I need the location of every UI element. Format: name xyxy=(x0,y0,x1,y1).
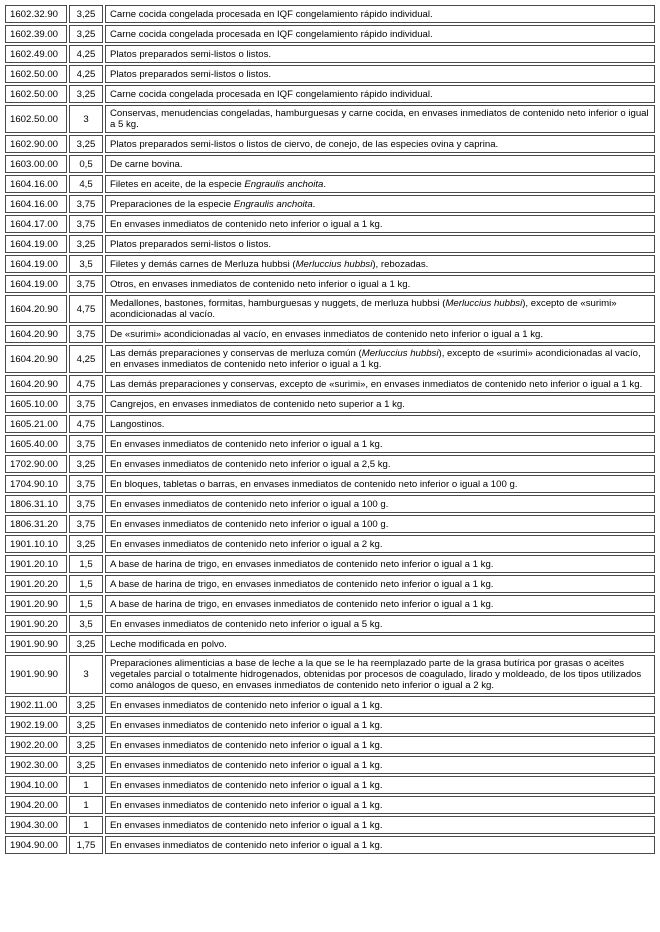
tariff-code-cell: 1602.32.90 xyxy=(5,5,67,23)
table-row xyxy=(5,435,655,453)
tariff-code-cell: 1902.11.00 xyxy=(5,696,67,714)
rate-cell: 3,75 xyxy=(69,515,103,533)
description-cell xyxy=(105,455,655,473)
rate-cell: 3,25 xyxy=(69,716,103,734)
description-cell xyxy=(105,175,655,193)
rate-cell: 3,5 xyxy=(69,255,103,273)
rate-cell: 4,75 xyxy=(69,295,103,323)
tariff-code-cell: 1901.20.20 xyxy=(5,575,67,593)
rate-cell: 3,25 xyxy=(69,25,103,43)
tariff-code-cell: 1602.50.00 xyxy=(5,105,67,133)
description-cell xyxy=(105,235,655,253)
description-text: Platos preparados semi-listos o listos. xyxy=(110,48,272,60)
description-cell xyxy=(105,375,655,393)
description-cell xyxy=(105,65,655,83)
rate-cell: 0,5 xyxy=(69,155,103,173)
rate-cell: 3,75 xyxy=(69,435,103,453)
description-cell xyxy=(105,475,655,493)
rate-cell: 3,25 xyxy=(69,85,103,103)
description-cell xyxy=(105,255,655,273)
tariff-code-cell: 1904.90.00 xyxy=(5,836,67,854)
table-row xyxy=(5,716,655,734)
description-text: En envases inmediatos de contenido neto inferior o igual a 5 kg. xyxy=(110,618,383,630)
table-row xyxy=(5,696,655,714)
tariff-code-cell: 1605.40.00 xyxy=(5,435,67,453)
rate-cell: 3 xyxy=(69,655,103,694)
table-row xyxy=(5,816,655,834)
description-text: Carne cocida congelada procesada en IQF congelamiento rápido individual. xyxy=(110,28,433,40)
table-row xyxy=(5,455,655,473)
table-row xyxy=(5,135,655,153)
tariff-document xyxy=(3,3,657,929)
description-text: En envases inmediatos de contenido neto inferior o igual a 1 kg. xyxy=(110,839,383,851)
description-cell xyxy=(105,555,655,573)
description-text: En envases inmediatos de contenido neto inferior o igual a 1 kg. xyxy=(110,719,383,731)
description-text: En envases inmediatos de contenido neto inferior o igual a 1 kg. xyxy=(110,438,383,450)
description-cell xyxy=(105,535,655,553)
description-text: Platos preparados semi-listos o listos de ciervo, de conejo, de las especies ovina y caprina. xyxy=(110,138,499,150)
tariff-table-body xyxy=(5,5,655,854)
description-cell xyxy=(105,736,655,754)
description-text: Langostinos. xyxy=(110,418,165,430)
description-text: Preparaciones de la especie xyxy=(110,198,234,210)
table-row xyxy=(5,635,655,653)
species-name-italic: Engraulis anchoita xyxy=(233,198,313,210)
tariff-code-cell: 1602.50.00 xyxy=(5,85,67,103)
description-text: Medallones, bastones, formitas, hamburguesas y nuggets, de merluza hubbsi ( xyxy=(110,298,446,309)
rate-cell: 3,25 xyxy=(69,736,103,754)
tariff-code-cell: 1904.10.00 xyxy=(5,776,67,794)
table-row xyxy=(5,555,655,573)
tariff-table xyxy=(3,3,657,856)
tariff-code-cell: 1901.10.10 xyxy=(5,535,67,553)
description-text: En envases inmediatos de contenido neto inferior o igual a 1 kg. xyxy=(110,819,383,831)
rate-cell: 4,75 xyxy=(69,415,103,433)
tariff-code-cell: 1604.20.90 xyxy=(5,375,67,393)
table-row xyxy=(5,535,655,553)
tariff-code-cell: 1604.19.00 xyxy=(5,235,67,253)
description-cell xyxy=(105,395,655,413)
description-cell xyxy=(105,796,655,814)
table-row xyxy=(5,575,655,593)
rate-cell: 3,25 xyxy=(69,635,103,653)
rate-cell: 3,75 xyxy=(69,395,103,413)
description-text: Las demás preparaciones y conservas, excepto de «surimi», en envases inmediatos de contenido neto inferior o igual a 1 kg. xyxy=(110,378,643,390)
rate-cell: 3,25 xyxy=(69,696,103,714)
tariff-code-cell: 1904.30.00 xyxy=(5,816,67,834)
table-row xyxy=(5,85,655,103)
description-text: En envases inmediatos de contenido neto inferior o igual a 100 g. xyxy=(110,498,389,510)
description-text: . xyxy=(323,178,327,190)
description-text: . xyxy=(312,198,316,210)
table-row xyxy=(5,25,655,43)
tariff-code-cell: 1902.19.00 xyxy=(5,716,67,734)
table-row xyxy=(5,776,655,794)
rate-cell: 3,75 xyxy=(69,495,103,513)
table-row xyxy=(5,195,655,213)
description-cell xyxy=(105,325,655,343)
tariff-code-cell: 1603.00.00 xyxy=(5,155,67,173)
table-row xyxy=(5,175,655,193)
description-cell xyxy=(105,275,655,293)
tariff-code-cell: 1901.90.90 xyxy=(5,635,67,653)
description-cell xyxy=(105,105,655,133)
rate-cell: 4,5 xyxy=(69,175,103,193)
rate-cell: 4,25 xyxy=(69,65,103,83)
table-row xyxy=(5,255,655,273)
description-text: Carne cocida congelada procesada en IQF congelamiento rápido individual. xyxy=(110,88,433,100)
description-text: En envases inmediatos de contenido neto inferior o igual a 2,5 kg. xyxy=(110,458,391,470)
description-cell xyxy=(105,345,655,373)
table-row xyxy=(5,105,655,133)
description-text: A base de harina de trigo, en envases inmediatos de contenido neto inferior o igual a 1 kg. xyxy=(110,578,494,590)
table-row xyxy=(5,5,655,23)
description-text: En envases inmediatos de contenido neto inferior o igual a 1 kg. xyxy=(110,739,383,751)
table-row xyxy=(5,595,655,613)
description-text: ), rebozadas. xyxy=(372,258,429,270)
tariff-code-cell: 1604.20.90 xyxy=(5,325,67,343)
rate-cell: 3,25 xyxy=(69,235,103,253)
table-row xyxy=(5,45,655,63)
description-cell xyxy=(105,25,655,43)
description-cell xyxy=(105,575,655,593)
tariff-code-cell: 1806.31.20 xyxy=(5,515,67,533)
rate-cell: 4,25 xyxy=(69,345,103,373)
tariff-code-cell: 1604.19.00 xyxy=(5,275,67,293)
table-row xyxy=(5,65,655,83)
description-cell xyxy=(105,696,655,714)
tariff-code-cell: 1602.39.00 xyxy=(5,25,67,43)
description-text: Otros, en envases inmediatos de contenido neto inferior o igual a 1 kg. xyxy=(110,278,411,290)
description-cell xyxy=(105,816,655,834)
rate-cell: 3,75 xyxy=(69,215,103,233)
tariff-code-cell: 1604.16.00 xyxy=(5,195,67,213)
rate-cell: 4,25 xyxy=(69,45,103,63)
table-row xyxy=(5,345,655,373)
description-text: ), excepto de «surimi» acondicionadas al vacío, en envases inmediatos de contenido neto inferior o igual a 1 kg. xyxy=(110,348,641,370)
description-text: A base de harina de trigo, en envases inmediatos de contenido neto inferior o igual a 1 kg. xyxy=(110,598,494,610)
description-text: A base de harina de trigo, en envases inmediatos de contenido neto inferior o igual a 1 kg. xyxy=(110,558,494,570)
description-text: De «surimi» acondicionadas al vacío, en envases inmediatos de contenido neto inferior o igual a 1 kg. xyxy=(110,328,544,340)
tariff-code-cell: 1605.10.00 xyxy=(5,395,67,413)
description-text: Conservas, menudencias congeladas, hamburguesas y carne cocida, en envases inmediatos de contenido neto inferior o igual a 5 kg. xyxy=(110,108,649,130)
description-cell xyxy=(105,716,655,734)
description-text: Platos preparados semi-listos o listos. xyxy=(110,238,272,250)
table-row xyxy=(5,325,655,343)
tariff-code-cell: 1704.90.10 xyxy=(5,475,67,493)
tariff-code-cell: 1602.90.00 xyxy=(5,135,67,153)
description-text: En envases inmediatos de contenido neto inferior o igual a 1 kg. xyxy=(110,218,383,230)
table-row xyxy=(5,475,655,493)
table-row xyxy=(5,756,655,774)
description-text: En envases inmediatos de contenido neto inferior o igual a 1 kg. xyxy=(110,779,383,791)
tariff-code-cell: 1602.50.00 xyxy=(5,65,67,83)
description-text: En envases inmediatos de contenido neto inferior o igual a 1 kg. xyxy=(110,699,383,711)
description-cell xyxy=(105,776,655,794)
table-row xyxy=(5,395,655,413)
tariff-code-cell: 1901.20.10 xyxy=(5,555,67,573)
tariff-code-cell: 1604.20.90 xyxy=(5,345,67,373)
description-cell xyxy=(105,195,655,213)
rate-cell: 1,75 xyxy=(69,836,103,854)
tariff-code-cell: 1902.30.00 xyxy=(5,756,67,774)
description-text: En envases inmediatos de contenido neto inferior o igual a 2 kg. xyxy=(110,538,383,550)
description-text: En envases inmediatos de contenido neto inferior o igual a 1 kg. xyxy=(110,799,383,811)
description-cell xyxy=(105,435,655,453)
rate-cell: 1 xyxy=(69,796,103,814)
description-text: En bloques, tabletas o barras, en envases inmediatos de contenido neto inferior o igual a 100 g. xyxy=(110,478,518,490)
tariff-code-cell: 1605.21.00 xyxy=(5,415,67,433)
description-cell xyxy=(105,155,655,173)
description-cell xyxy=(105,135,655,153)
table-row xyxy=(5,655,655,694)
table-row xyxy=(5,415,655,433)
rate-cell: 3,25 xyxy=(69,455,103,473)
description-text: Cangrejos, en envases inmediatos de contenido neto superior a 1 kg. xyxy=(110,398,405,410)
table-row xyxy=(5,235,655,253)
species-name-italic: Merluccius hubbsi xyxy=(445,298,523,309)
rate-cell: 3,25 xyxy=(69,5,103,23)
description-cell xyxy=(105,655,655,694)
description-cell xyxy=(105,415,655,433)
rate-cell: 3,75 xyxy=(69,475,103,493)
description-cell xyxy=(105,5,655,23)
description-text: Carne cocida congelada procesada en IQF congelamiento rápido individual. xyxy=(110,8,433,20)
tariff-code-cell: 1604.19.00 xyxy=(5,255,67,273)
table-row xyxy=(5,375,655,393)
tariff-code-cell: 1702.90.00 xyxy=(5,455,67,473)
rate-cell: 3,75 xyxy=(69,325,103,343)
rate-cell: 3,5 xyxy=(69,615,103,633)
rate-cell: 3,25 xyxy=(69,756,103,774)
table-row xyxy=(5,275,655,293)
description-text: Preparaciones alimenticias a base de leche a la que se le ha reemplazado parte de la grasa butírica por grasas o aceites vegetales parcial o totalmente hidrogenados, obtenidas por procesos de coagulado, lirado y moldeado, de los tipos utilizados como análogos de queso, en envases inmediatos de contenido neto inferior o igual a 2 kg. xyxy=(110,658,642,691)
description-text: Platos preparados semi-listos o listos. xyxy=(110,68,272,80)
rate-cell: 4,75 xyxy=(69,375,103,393)
tariff-code-cell: 1602.49.00 xyxy=(5,45,67,63)
rate-cell: 3,25 xyxy=(69,535,103,553)
table-row xyxy=(5,736,655,754)
table-row xyxy=(5,515,655,533)
description-text: Leche modificada en polvo. xyxy=(110,638,227,650)
description-cell xyxy=(105,45,655,63)
tariff-code-cell: 1604.20.90 xyxy=(5,295,67,323)
description-cell xyxy=(105,635,655,653)
rate-cell: 3,75 xyxy=(69,195,103,213)
table-row xyxy=(5,615,655,633)
description-cell xyxy=(105,85,655,103)
description-cell xyxy=(105,756,655,774)
tariff-code-cell: 1806.31.10 xyxy=(5,495,67,513)
description-cell xyxy=(105,515,655,533)
description-cell xyxy=(105,595,655,613)
rate-cell: 1 xyxy=(69,816,103,834)
rate-cell: 3,25 xyxy=(69,135,103,153)
table-row xyxy=(5,155,655,173)
tariff-code-cell: 1604.16.00 xyxy=(5,175,67,193)
description-text: En envases inmediatos de contenido neto inferior o igual a 1 kg. xyxy=(110,759,383,771)
rate-cell: 1 xyxy=(69,776,103,794)
species-name-italic: Engraulis anchoita xyxy=(244,178,324,190)
description-cell xyxy=(105,295,655,323)
species-name-italic: Merluccius hubbsi xyxy=(295,258,373,270)
tariff-code-cell: 1902.20.00 xyxy=(5,736,67,754)
table-row xyxy=(5,495,655,513)
tariff-code-cell: 1604.17.00 xyxy=(5,215,67,233)
rate-cell: 1,5 xyxy=(69,555,103,573)
description-cell xyxy=(105,615,655,633)
tariff-code-cell: 1901.90.90 xyxy=(5,655,67,694)
description-text: Filetes en aceite, de la especie xyxy=(110,178,245,190)
description-cell xyxy=(105,495,655,513)
tariff-code-cell: 1904.20.00 xyxy=(5,796,67,814)
description-text: ), excepto de «surimi» acondicionadas al vacío. xyxy=(110,298,617,320)
table-row xyxy=(5,295,655,323)
description-text: De carne bovina. xyxy=(110,158,183,170)
rate-cell: 1,5 xyxy=(69,575,103,593)
rate-cell: 1,5 xyxy=(69,595,103,613)
description-cell xyxy=(105,215,655,233)
tariff-code-cell: 1901.20.90 xyxy=(5,595,67,613)
species-name-italic: Merluccius hubbsi xyxy=(361,348,439,359)
table-row xyxy=(5,215,655,233)
rate-cell: 3,75 xyxy=(69,275,103,293)
description-text: Las demás preparaciones y conservas de merluza común ( xyxy=(110,348,362,359)
description-cell xyxy=(105,836,655,854)
rate-cell: 3 xyxy=(69,105,103,133)
table-row xyxy=(5,836,655,854)
table-row xyxy=(5,796,655,814)
description-text: En envases inmediatos de contenido neto inferior o igual a 100 g. xyxy=(110,518,389,530)
tariff-code-cell: 1901.90.20 xyxy=(5,615,67,633)
description-text: Filetes y demás carnes de Merluza hubbsi ( xyxy=(110,258,296,270)
